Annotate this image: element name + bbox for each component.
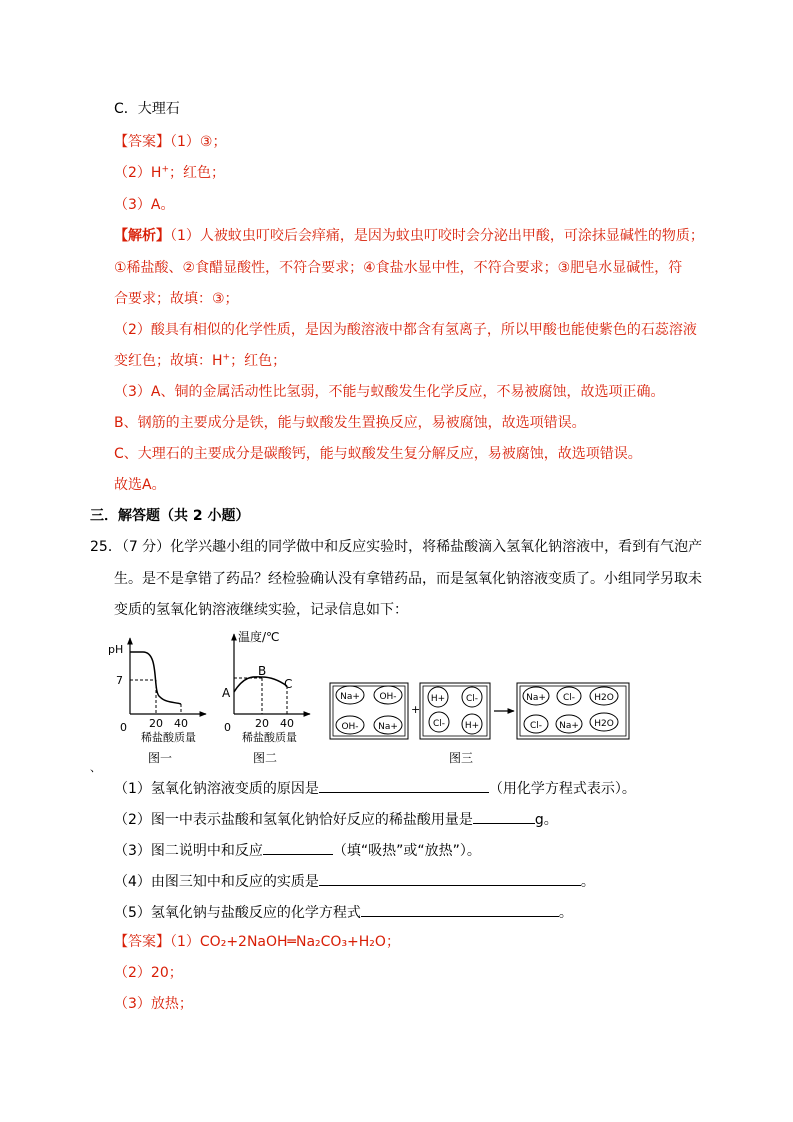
fig1-xlabel: 稀盐酸质量 xyxy=(141,731,196,744)
fig2-point-a: A xyxy=(222,686,231,700)
fig1-xtick-20: 20 xyxy=(149,717,163,730)
fig1-ylabel: pH xyxy=(108,643,124,656)
analysis-line-9: 故选A。 xyxy=(114,477,166,493)
fig3-caption: 图三 xyxy=(449,751,474,765)
temperature-curve xyxy=(234,677,287,692)
question-1 xyxy=(114,777,636,799)
question-2 xyxy=(114,808,558,830)
fig2-point-b: B xyxy=(258,664,267,678)
analysis-5-pre: 变红色；故填：H xyxy=(114,353,223,369)
question-4-suffix: 。 xyxy=(580,874,595,890)
product-cl-1: Cl- xyxy=(562,693,576,703)
question-5-suffix: 。 xyxy=(558,905,573,921)
answer-block-2: （2）20； xyxy=(114,965,183,981)
question-5-text: （5）氢氧化钠与盐酸反应的化学方程式 xyxy=(114,905,361,921)
fig2-xlabel: 稀盐酸质量 xyxy=(242,731,297,744)
question-4-blank[interactable] xyxy=(319,870,581,886)
answer-2-pre: （2）H xyxy=(114,165,162,181)
fig2-caption: 图二 xyxy=(253,751,278,765)
analysis-line-2: ①稀盐酸、②食醋显酸性，不符合要求；④食盐水显中性，不符合要求；③肥皂水显碱性，符 xyxy=(114,260,683,276)
analysis-line-4: （2）酸具有相似的化学性质，是因为酸溶液中都含有氢离子，所以甲酸也能使紫色的石蕊溶液 xyxy=(114,322,697,338)
fig1-caption: 图一 xyxy=(148,751,173,765)
answer-1: （1）③； xyxy=(170,134,227,150)
fig3-plus: + xyxy=(411,703,421,716)
fig1-xtick-0: 0 xyxy=(120,721,127,734)
ion-na-1: Na+ xyxy=(340,692,360,702)
ion-h-2: H+ xyxy=(464,721,480,731)
product-h2o-1: H2O xyxy=(594,693,614,703)
section-heading: 三．解答题（共 2 小题） xyxy=(90,508,250,524)
product-cl-2: Cl- xyxy=(529,721,543,731)
analysis-line-3: 合要求；故填：③； xyxy=(114,291,239,307)
q25-line-2: 生。是不是拿错了药品？经检验确认没有拿错药品，而是氢氧化钠溶液变质了。小组同学另取未 xyxy=(114,571,702,587)
answer-block-3: （3）放热； xyxy=(114,996,193,1012)
question-4-text: （4）由图三知中和反应的实质是 xyxy=(114,874,319,890)
question-5-blank[interactable] xyxy=(361,901,559,917)
question-2-suffix: g。 xyxy=(534,812,558,828)
option-c: C．大理石 xyxy=(114,101,180,117)
fig2-xtick-20: 20 xyxy=(255,717,269,730)
question-1-blank[interactable] xyxy=(319,777,489,793)
fig2-ylabel: 温度/℃ xyxy=(238,630,280,644)
question-4 xyxy=(114,870,595,892)
answer-tag: 【答案】 xyxy=(114,134,170,150)
question-3-text: （3）图二说明中和反应 xyxy=(114,843,263,859)
ion-h-1: H+ xyxy=(430,694,446,704)
fig1-xtick-40: 40 xyxy=(174,717,188,730)
answer-2-sup: + xyxy=(161,164,169,175)
product-na-1: Na+ xyxy=(526,693,546,703)
question-1-suffix: （用化学方程式表示）。 xyxy=(488,781,636,797)
q25-line-1: 25．（7 分）化学兴趣小组的同学做中和反应实验时，将稀盐酸滴入氢氧化钠溶液中，看到有气泡产 xyxy=(90,539,703,555)
answer-2-post: ；红色； xyxy=(168,165,225,181)
analysis-5-sup: + xyxy=(222,352,231,363)
figure-2 xyxy=(222,629,310,765)
fig1-tick-7: 7 xyxy=(116,674,123,687)
analysis-line-6: （3）A、铜的金属活动性比氢弱，不能与蚁酸发生化学反应，不易被腐蚀，故选项正确。 xyxy=(114,384,665,400)
question-3 xyxy=(114,839,481,861)
fig2-point-c: C xyxy=(284,677,293,691)
figure-3 xyxy=(330,683,629,765)
ion-cl-1: Cl- xyxy=(465,694,479,704)
ion-oh-1: OH- xyxy=(379,692,397,702)
question-3-blank[interactable] xyxy=(263,839,333,855)
product-na-2: Na+ xyxy=(559,721,579,731)
analysis-tag: 【解析】 xyxy=(114,228,170,244)
question-2-blank[interactable] xyxy=(473,808,535,824)
ion-na-2: Na+ xyxy=(378,722,398,732)
question-1-text: （1）氢氧化钠溶液变质的原因是 xyxy=(114,781,319,797)
ion-oh-2: OH- xyxy=(341,722,359,732)
fig2-xtick-40: 40 xyxy=(280,717,294,730)
figure-1 xyxy=(108,638,206,765)
analysis-5-post: ；红色； xyxy=(230,353,287,369)
answer-equation: （1）CO₂+2NaOH═Na₂CO₃+H₂O； xyxy=(170,934,400,950)
answer-block-1 xyxy=(114,932,400,952)
question-2-text: （2）图一中表示盐酸和氢氧化钠恰好反应的稀盐酸用量是 xyxy=(114,812,473,828)
analysis-line-8: C、大理石的主要成分是碳酸钙，能与蚁酸发生复分解反应，易被腐蚀，故选项错误。 xyxy=(114,446,642,462)
question-5 xyxy=(114,901,573,923)
analysis-line-7: B、钢筋的主要成分是铁，能与蚁酸发生置换反应，易被腐蚀，故选项错误。 xyxy=(114,415,586,431)
fig2-xtick-0: 0 xyxy=(224,721,231,734)
ion-cl-2: Cl- xyxy=(432,719,446,729)
analysis-1: （1）人被蚊虫叮咬后会痒痛，是因为蚊虫叮咬时会分泌出甲酸，可涂抹显碱性的物质； xyxy=(170,228,704,244)
q25-line-3: 变质的氢氧化钠溶液继续实验，记录信息如下： xyxy=(114,602,408,618)
answer-3: （3）A。 xyxy=(114,197,175,213)
comma-mark: 、 xyxy=(90,761,101,774)
product-h2o-2: H2O xyxy=(594,719,614,729)
answer-tag-2: 【答案】 xyxy=(114,934,170,950)
question-3-suffix: （填“吸热”或“放热”）。 xyxy=(332,843,481,859)
